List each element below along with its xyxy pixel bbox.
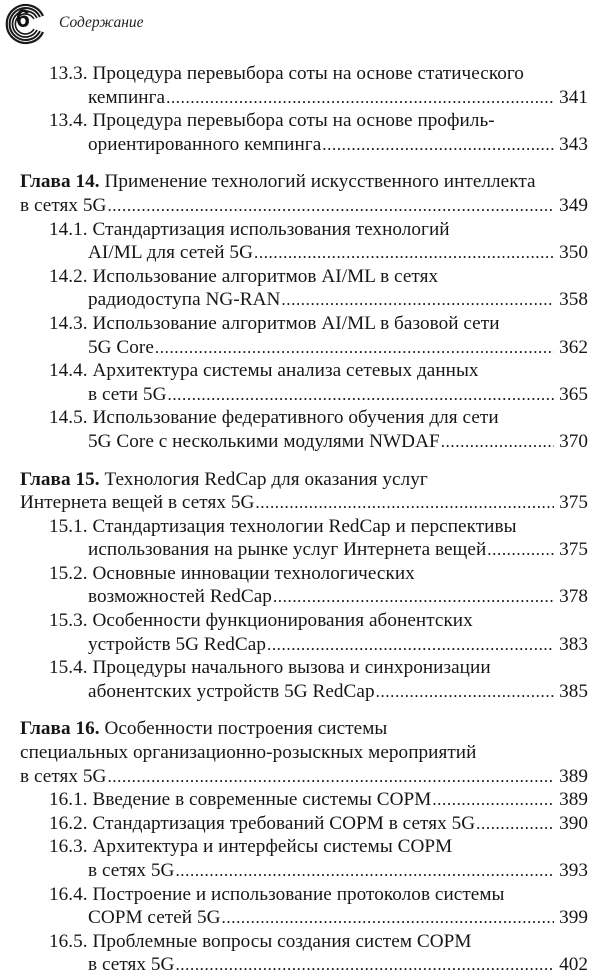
page-ref: 365 bbox=[559, 383, 588, 405]
chapter-gap bbox=[0, 156, 600, 170]
entry-title-text: Процедура перевыбора соты на основе профиль- bbox=[92, 110, 495, 132]
entry-title-last: устройств 5G RedCap bbox=[88, 633, 266, 655]
entry-leader-line bbox=[49, 336, 588, 360]
entry-title-last: использования на рынке услуг Интернета вещей bbox=[88, 539, 487, 561]
entry-title-line bbox=[20, 468, 588, 492]
entry-leader-line bbox=[49, 906, 588, 930]
page-ref: 393 bbox=[559, 860, 588, 881]
page-ref: 375 bbox=[559, 492, 588, 514]
entry-leader-line bbox=[49, 383, 588, 407]
entry-title-last: ориентированного кемпинга bbox=[88, 133, 322, 155]
dot-leader bbox=[267, 633, 554, 657]
page-ref: 378 bbox=[559, 586, 588, 608]
chapter-number: Глава 16. bbox=[20, 718, 100, 740]
entry-title-text: Использование алгоритмов AI/ML в базовой сети bbox=[92, 312, 500, 334]
page-ref: 362 bbox=[559, 336, 588, 358]
entry-title-line bbox=[49, 265, 588, 289]
entry-title-text bbox=[88, 133, 321, 157]
dot-leader bbox=[487, 538, 554, 562]
dot-leader bbox=[273, 585, 554, 609]
entry-title-text bbox=[20, 491, 254, 515]
entry-leader-line bbox=[49, 859, 588, 883]
entry-leader-line bbox=[49, 288, 588, 312]
entry-title-last: AI/ML для сетей 5G bbox=[88, 242, 253, 264]
toc-chapter-entry[interactable] bbox=[0, 468, 600, 515]
entry-leader-line bbox=[20, 491, 588, 515]
toc-section-entry[interactable] bbox=[0, 930, 600, 977]
page-ref: 390 bbox=[559, 812, 588, 834]
dot-leader bbox=[281, 288, 554, 312]
dot-leader bbox=[175, 953, 554, 977]
section-number: 15.3. bbox=[49, 610, 88, 632]
entry-title-last: в сети 5G bbox=[88, 383, 167, 405]
running-title: Содержание bbox=[59, 14, 144, 31]
entry-title-text: Основные инновации технологических bbox=[92, 562, 415, 584]
dot-leader bbox=[476, 812, 554, 836]
dot-leader bbox=[222, 906, 554, 930]
toc-section-entry[interactable] bbox=[0, 312, 600, 359]
entry-title-line bbox=[49, 609, 588, 633]
entry-leader-line bbox=[49, 241, 588, 265]
section-number: 15.4. bbox=[49, 657, 88, 679]
entry-title-line bbox=[49, 562, 588, 586]
toc-section-entry[interactable] bbox=[0, 788, 600, 812]
section-number: 14.5. bbox=[49, 407, 88, 429]
entry-title-line bbox=[20, 741, 588, 765]
toc-section-entry[interactable] bbox=[0, 406, 600, 453]
entry-leader-line bbox=[49, 133, 588, 157]
entry-title-text: Использование федеративного обучения для сети bbox=[92, 407, 499, 429]
page-ref: 370 bbox=[559, 430, 588, 452]
entry-title-text bbox=[49, 812, 475, 836]
entry-title-line bbox=[20, 717, 588, 741]
page-ref: 341 bbox=[559, 86, 588, 108]
section-number: 14.3. bbox=[49, 312, 88, 334]
entry-title-last: Интернета вещей в сетях 5G bbox=[20, 492, 255, 514]
page-ref: 375 bbox=[559, 539, 588, 561]
page-ref: 350 bbox=[559, 242, 588, 264]
entry-title-line bbox=[49, 109, 588, 133]
toc-section-entry[interactable] bbox=[0, 62, 600, 109]
section-number: 13.3. bbox=[49, 63, 88, 84]
section-number: 16.4. bbox=[49, 883, 88, 905]
page-ref: 343 bbox=[559, 133, 588, 155]
page-ref: 383 bbox=[559, 633, 588, 655]
dot-leader bbox=[255, 491, 554, 515]
dot-leader bbox=[166, 86, 554, 110]
entry-title-line bbox=[49, 515, 588, 539]
entry-title-line bbox=[49, 656, 588, 680]
page-ref: 389 bbox=[559, 765, 588, 787]
entry-title-last: 5G Core bbox=[88, 336, 154, 358]
entry-title-text: Стандартизация использования технологий bbox=[92, 218, 450, 240]
entry-leader-line bbox=[49, 788, 588, 812]
dot-leader bbox=[175, 859, 554, 883]
entry-title-text bbox=[88, 336, 154, 360]
page-ref: 389 bbox=[559, 789, 588, 811]
entry-title-last: в сетях 5G bbox=[20, 765, 107, 787]
entry-leader-line bbox=[20, 765, 588, 789]
toc-section-entry[interactable] bbox=[0, 359, 600, 406]
section-number: 16.5. bbox=[49, 930, 88, 952]
entry-title-text bbox=[88, 86, 165, 110]
entry-title-last: Введение в современные системы СОРМ bbox=[92, 789, 432, 811]
toc-chapter-entry[interactable] bbox=[0, 170, 600, 217]
toc-chapter-entry[interactable] bbox=[0, 717, 600, 788]
entry-title-text bbox=[20, 194, 106, 218]
page-number: 6 bbox=[16, 5, 30, 33]
dot-leader bbox=[376, 680, 554, 704]
section-number: 13.4. bbox=[49, 110, 88, 132]
entry-title-last: в сетях 5G bbox=[88, 954, 175, 976]
entry-title-text: Технология RedCap для оказания услуг bbox=[104, 468, 428, 490]
entry-title-line bbox=[49, 359, 588, 383]
entry-title-text: Стандартизация технологии RedCap и перспективы bbox=[92, 515, 517, 537]
section-number: 14.1. bbox=[49, 218, 88, 240]
toc-section-entry[interactable] bbox=[0, 656, 600, 703]
page-ref: 358 bbox=[559, 289, 588, 311]
entry-title-line bbox=[49, 218, 588, 242]
dot-leader bbox=[107, 765, 554, 789]
table-of-contents bbox=[0, 62, 600, 977]
entry-title-text: Архитектура и интерфейсы системы СОРМ bbox=[92, 836, 453, 858]
entry-title-last: радиодоступа NG-RAN bbox=[88, 289, 281, 311]
page-ref: 399 bbox=[559, 907, 588, 929]
entry-title-line bbox=[49, 835, 588, 859]
toc-section-entry[interactable] bbox=[0, 515, 600, 562]
entry-leader-line bbox=[20, 194, 588, 218]
entry-title-text: Построение и использование протоколов системы bbox=[92, 883, 505, 905]
entry-leader-line bbox=[49, 680, 588, 704]
entry-title-last: кемпинга bbox=[88, 86, 166, 108]
entry-title-text bbox=[49, 788, 431, 812]
section-number: 15.1. bbox=[49, 515, 88, 537]
entry-title-text bbox=[88, 633, 266, 657]
entry-title-text bbox=[88, 859, 174, 883]
entry-leader-line bbox=[49, 953, 588, 977]
entry-title-last: в сетях 5G bbox=[20, 194, 107, 216]
dot-leader bbox=[322, 133, 554, 157]
dot-leader bbox=[167, 383, 554, 407]
page-header bbox=[0, 0, 600, 50]
entry-title-line bbox=[49, 406, 588, 430]
toc-section-entry[interactable] bbox=[0, 609, 600, 656]
entry-title-text bbox=[88, 585, 272, 609]
entry-title-text bbox=[88, 241, 253, 265]
entry-title-line bbox=[49, 883, 588, 907]
entry-title-text: Использование алгоритмов AI/ML в сетях bbox=[92, 265, 439, 287]
section-number: 15.2. bbox=[49, 562, 88, 584]
entry-title-text bbox=[88, 906, 221, 930]
entry-title-text: Особенности построения системы bbox=[104, 718, 388, 740]
chapter-number: Глава 15. bbox=[20, 468, 100, 490]
entry-leader-line bbox=[49, 633, 588, 657]
entry-title-line bbox=[20, 170, 588, 194]
toc-section-entry[interactable] bbox=[0, 835, 600, 882]
chapter-gap bbox=[0, 703, 600, 717]
entry-title-text bbox=[88, 288, 280, 312]
entry-leader-line bbox=[49, 430, 588, 454]
section-number: 16.3. bbox=[49, 836, 88, 858]
entry-title-text bbox=[88, 953, 174, 977]
dot-leader bbox=[441, 430, 554, 454]
entry-title-text: Архитектура системы анализа сетевых данных bbox=[92, 360, 479, 382]
entry-title-last: абонентских устройств 5G RedCap bbox=[88, 680, 375, 702]
chapter-gap bbox=[0, 454, 600, 468]
entry-title-last: Стандартизация требований СОРМ в сетях 5G bbox=[92, 812, 476, 834]
entry-title-text: Процедура перевыбора соты на основе статического bbox=[92, 63, 524, 84]
section-number: 16.2. bbox=[49, 812, 88, 834]
toc-section-entry[interactable] bbox=[0, 218, 600, 265]
page-ref: 349 bbox=[559, 194, 588, 216]
section-number: 14.2. bbox=[49, 265, 88, 287]
entry-title-text bbox=[88, 430, 440, 454]
entry-title-last: в сетях 5G bbox=[88, 860, 175, 881]
entry-leader-line bbox=[49, 812, 588, 836]
chapter-number: Глава 14. bbox=[20, 171, 100, 193]
dot-leader bbox=[254, 241, 554, 265]
entry-title-last: возможностей RedCap bbox=[88, 586, 272, 608]
section-number: 14.4. bbox=[49, 360, 88, 382]
dot-leader bbox=[155, 336, 554, 360]
toc-section-entry[interactable] bbox=[0, 265, 600, 312]
entry-title-text: Особенности функционирования абонентских bbox=[92, 610, 473, 632]
entry-title-text: Проблемные вопросы создания систем СОРМ bbox=[92, 930, 472, 952]
dot-leader bbox=[107, 194, 554, 218]
entry-title-line bbox=[49, 62, 588, 86]
entry-title-text: Применение технологий искусственного интеллекта bbox=[104, 171, 536, 193]
toc-section-entry[interactable] bbox=[0, 812, 600, 836]
entry-title-text bbox=[88, 538, 486, 562]
entry-title-text: Процедуры начального вызова и синхронизации bbox=[92, 657, 491, 679]
entry-title-text bbox=[88, 680, 375, 704]
toc-section-entry[interactable] bbox=[0, 109, 600, 156]
entry-title-text bbox=[20, 765, 106, 789]
toc-section-entry[interactable] bbox=[0, 883, 600, 930]
entry-title-line bbox=[49, 312, 588, 336]
page-ref: 385 bbox=[559, 680, 588, 702]
entry-title-text: специальных организационно-розыскных мероприятий bbox=[20, 742, 477, 764]
entry-title-text bbox=[88, 383, 166, 407]
entry-title-last: 5G Core с несколькими модулями NWDAF bbox=[88, 430, 440, 452]
entry-leader-line bbox=[49, 585, 588, 609]
entry-title-last: СОРМ сетей 5G bbox=[88, 907, 221, 929]
entry-leader-line bbox=[49, 86, 588, 110]
page-ref: 402 bbox=[559, 954, 588, 976]
dot-leader bbox=[432, 788, 554, 812]
entry-leader-line bbox=[49, 538, 588, 562]
toc-section-entry[interactable] bbox=[0, 562, 600, 609]
section-number: 16.1. bbox=[49, 789, 88, 811]
